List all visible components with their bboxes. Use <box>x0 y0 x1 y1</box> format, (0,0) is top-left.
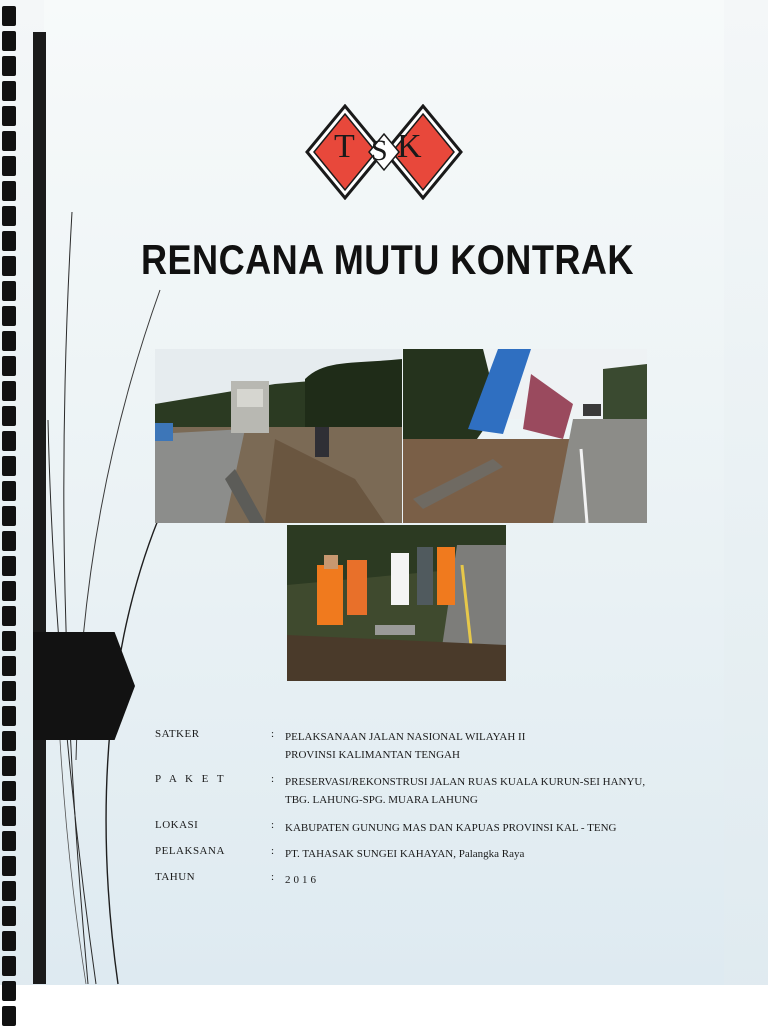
binding-hole <box>2 606 16 626</box>
binding-hole <box>2 181 16 201</box>
binding-hole <box>2 1006 16 1026</box>
paket-colon: : <box>271 773 275 785</box>
binding-hole <box>2 856 16 876</box>
binding-hole <box>2 956 16 976</box>
binding-hole <box>2 931 16 951</box>
paket-line-1: PRESERVASI/REKONSTRUSI JALAN RUAS KUALA KURUN-SEI HANYU, <box>285 776 646 788</box>
binding-hole <box>2 81 16 101</box>
satker-colon: : <box>271 728 275 740</box>
satker-value <box>285 728 525 764</box>
binding-hole <box>2 756 16 776</box>
binding-hole <box>2 831 16 851</box>
satker-line-1: PELAKSANAAN JALAN NASIONAL WILAYAH II <box>285 731 526 743</box>
cover-spine-bar <box>33 32 46 984</box>
binding-hole <box>2 556 16 576</box>
logo-letter-t: T <box>334 128 356 165</box>
lokasi-colon: : <box>271 819 275 831</box>
binding-hole <box>2 806 16 826</box>
binding-hole <box>2 531 16 551</box>
tahun-colon: : <box>271 871 275 883</box>
binding-hole <box>2 306 16 326</box>
binding-hole <box>2 206 16 226</box>
logo-letter-k: K <box>397 128 423 165</box>
photo-road-concrete-truck <box>155 349 402 523</box>
binding-hole <box>2 581 16 601</box>
paket-label: P A K E T <box>155 773 227 785</box>
bottom-margin <box>0 985 768 1024</box>
binding-hole <box>2 6 16 26</box>
satker-label: SATKER <box>155 728 200 740</box>
logo-letter-s: S <box>371 134 389 167</box>
pelaksana-label: PELAKSANA <box>155 845 225 857</box>
binding-hole <box>2 381 16 401</box>
lokasi-label: LOKASI <box>155 819 199 831</box>
pelaksana-value: PT. TAHASAK SUNGEI KAHAYAN, Palangka Raya <box>285 848 525 860</box>
binding-hole <box>2 256 16 276</box>
binding-hole <box>2 731 16 751</box>
binding-hole <box>2 131 16 151</box>
binding-hole <box>2 356 16 376</box>
photo-site-inspection <box>287 525 506 681</box>
binding-hole <box>2 906 16 926</box>
binding-hole <box>2 231 16 251</box>
pelaksana-colon: : <box>271 845 275 857</box>
binding-hole <box>2 106 16 126</box>
binding-hole <box>2 631 16 651</box>
binding-hole <box>2 706 16 726</box>
binding-hole <box>2 406 16 426</box>
binding-hole <box>2 156 16 176</box>
spiral-binding <box>0 0 22 1024</box>
binding-hole <box>2 56 16 76</box>
binding-hole <box>2 481 16 501</box>
lokasi-value: KABUPATEN GUNUNG MAS DAN KAPUAS PROVINSI KAL - TENG <box>285 822 617 834</box>
binding-hole <box>2 281 16 301</box>
arrow-tab-shape <box>33 632 135 740</box>
satker-line-2: PROVINSI KALIMANTAN TENGAH <box>285 749 460 761</box>
binding-hole <box>2 431 16 451</box>
paket-value <box>285 773 645 809</box>
tahun-label: TAHUN <box>155 871 196 883</box>
binding-hole <box>2 981 16 1001</box>
binding-hole <box>2 31 16 51</box>
binding-hole <box>2 506 16 526</box>
paket-line-2: TBG. LAHUNG-SPG. MUARA LAHUNG <box>285 794 478 806</box>
document-title: RENCANA MUTU KONTRAK <box>141 236 634 283</box>
binding-hole <box>2 656 16 676</box>
binding-hole <box>2 456 16 476</box>
binding-hole <box>2 881 16 901</box>
binding-hole <box>2 781 16 801</box>
binding-hole <box>2 681 16 701</box>
binding-hole <box>2 331 16 351</box>
tahun-value: 2016 <box>285 874 319 886</box>
photo-road-blue-tarp <box>403 349 647 523</box>
